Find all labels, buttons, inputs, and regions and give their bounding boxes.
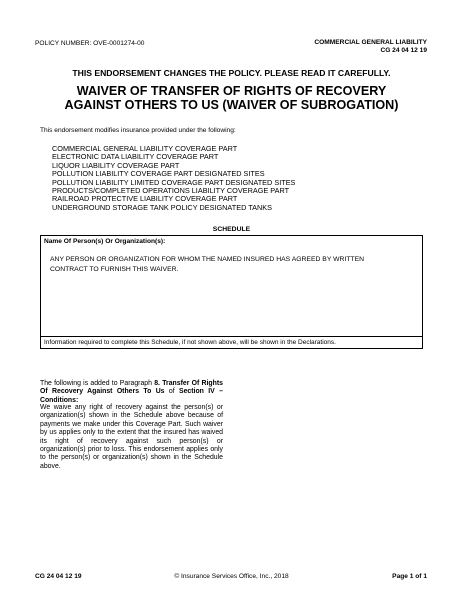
schedule-box [40,235,423,349]
title-line-1: WAIVER OF TRANSFER OF RIGHTS OF RECOVERY [76,84,387,98]
form-header-right [314,39,427,55]
footer-copyright: © Insurance Services Office, Inc., 2018 [174,573,289,580]
schedule-note: Information required to complete this Schedule, if not shown above, will be shown in the Declarations. [44,339,336,346]
body-paragraph-waiver: We waive any right of recovery against the person(s) or organization(s) shown in the Schedule above because of payments we make under this Coverage Part. Such waiver by us applies only to the extent that the insured has waived its right of recovery against such person(s) or organization(s) prior to loss. This endorsement applies only to the person(s) or organization(s) shown in the Schedule above. [40,404,223,470]
intro-text: This endorsement modifies insurance provided under the following: [40,127,236,134]
line-of-business: COMMERCIAL GENERAL LIABILITY [314,39,427,46]
schedule-heading: SCHEDULE [212,226,251,233]
coverage-part-item: LIQUOR LIABILITY COVERAGE PART [52,160,180,170]
coverage-part-item: POLLUTION LIABILITY LIMITED COVERAGE PART DESIGNATED SITES [52,177,296,187]
body-paragraph-intro [40,380,223,405]
coverage-part-item: PRODUCTS/COMPLETED OPERATIONS LIABILITY COVERAGE PART [52,186,290,196]
schedule-divider [40,336,423,337]
schedule-label: Name Of Person(s) Or Organization(s): [44,238,166,245]
para1-mid: of [164,388,179,396]
footer-form-number: CG 24 04 12 19 [35,573,82,580]
para1-bold2: Section IV – Conditions: [40,388,223,404]
coverage-part-item: COMMERCIAL GENERAL LIABILITY COVERAGE PART [52,144,238,153]
endorsement-notice: THIS ENDORSEMENT CHANGES THE POLICY. PLEASE READ IT CAREFULLY. [72,68,391,78]
form-number: CG 24 04 12 19 [380,47,427,54]
schedule-content: ANY PERSON OR ORGANIZATION FOR WHOM THE NAMED INSURED HAS AGREED BY WRITTEN CONTRACT TO FURNISH THIS WAIVER. [50,256,365,273]
policy-number: POLICY NUMBER: OVE-0001274-00 [35,40,145,47]
coverage-part-item: POLLUTION LIABILITY COVERAGE PART DESIGNATED SITES [52,169,265,179]
coverage-part-item: UNDERGROUND STORAGE TANK POLICY DESIGNATED TANKS [52,202,273,212]
coverage-parts-list [52,145,295,212]
title-line-2: AGAINST OTHERS TO US (WAIVER OF SUBROGATION) [64,98,399,112]
para1-lead: The following is added to Paragraph [40,380,155,387]
para1-bold: 8. Transfer Of Rights Of Recovery Against Others To Us [40,380,223,396]
document-title [0,84,463,112]
coverage-part-item: ELECTRONIC DATA LIABILITY COVERAGE PART [52,152,219,162]
footer-page-number: Page 1 of 1 [392,573,427,580]
coverage-part-item: RAILROAD PROTECTIVE LIABILITY COVERAGE PART [52,194,238,204]
